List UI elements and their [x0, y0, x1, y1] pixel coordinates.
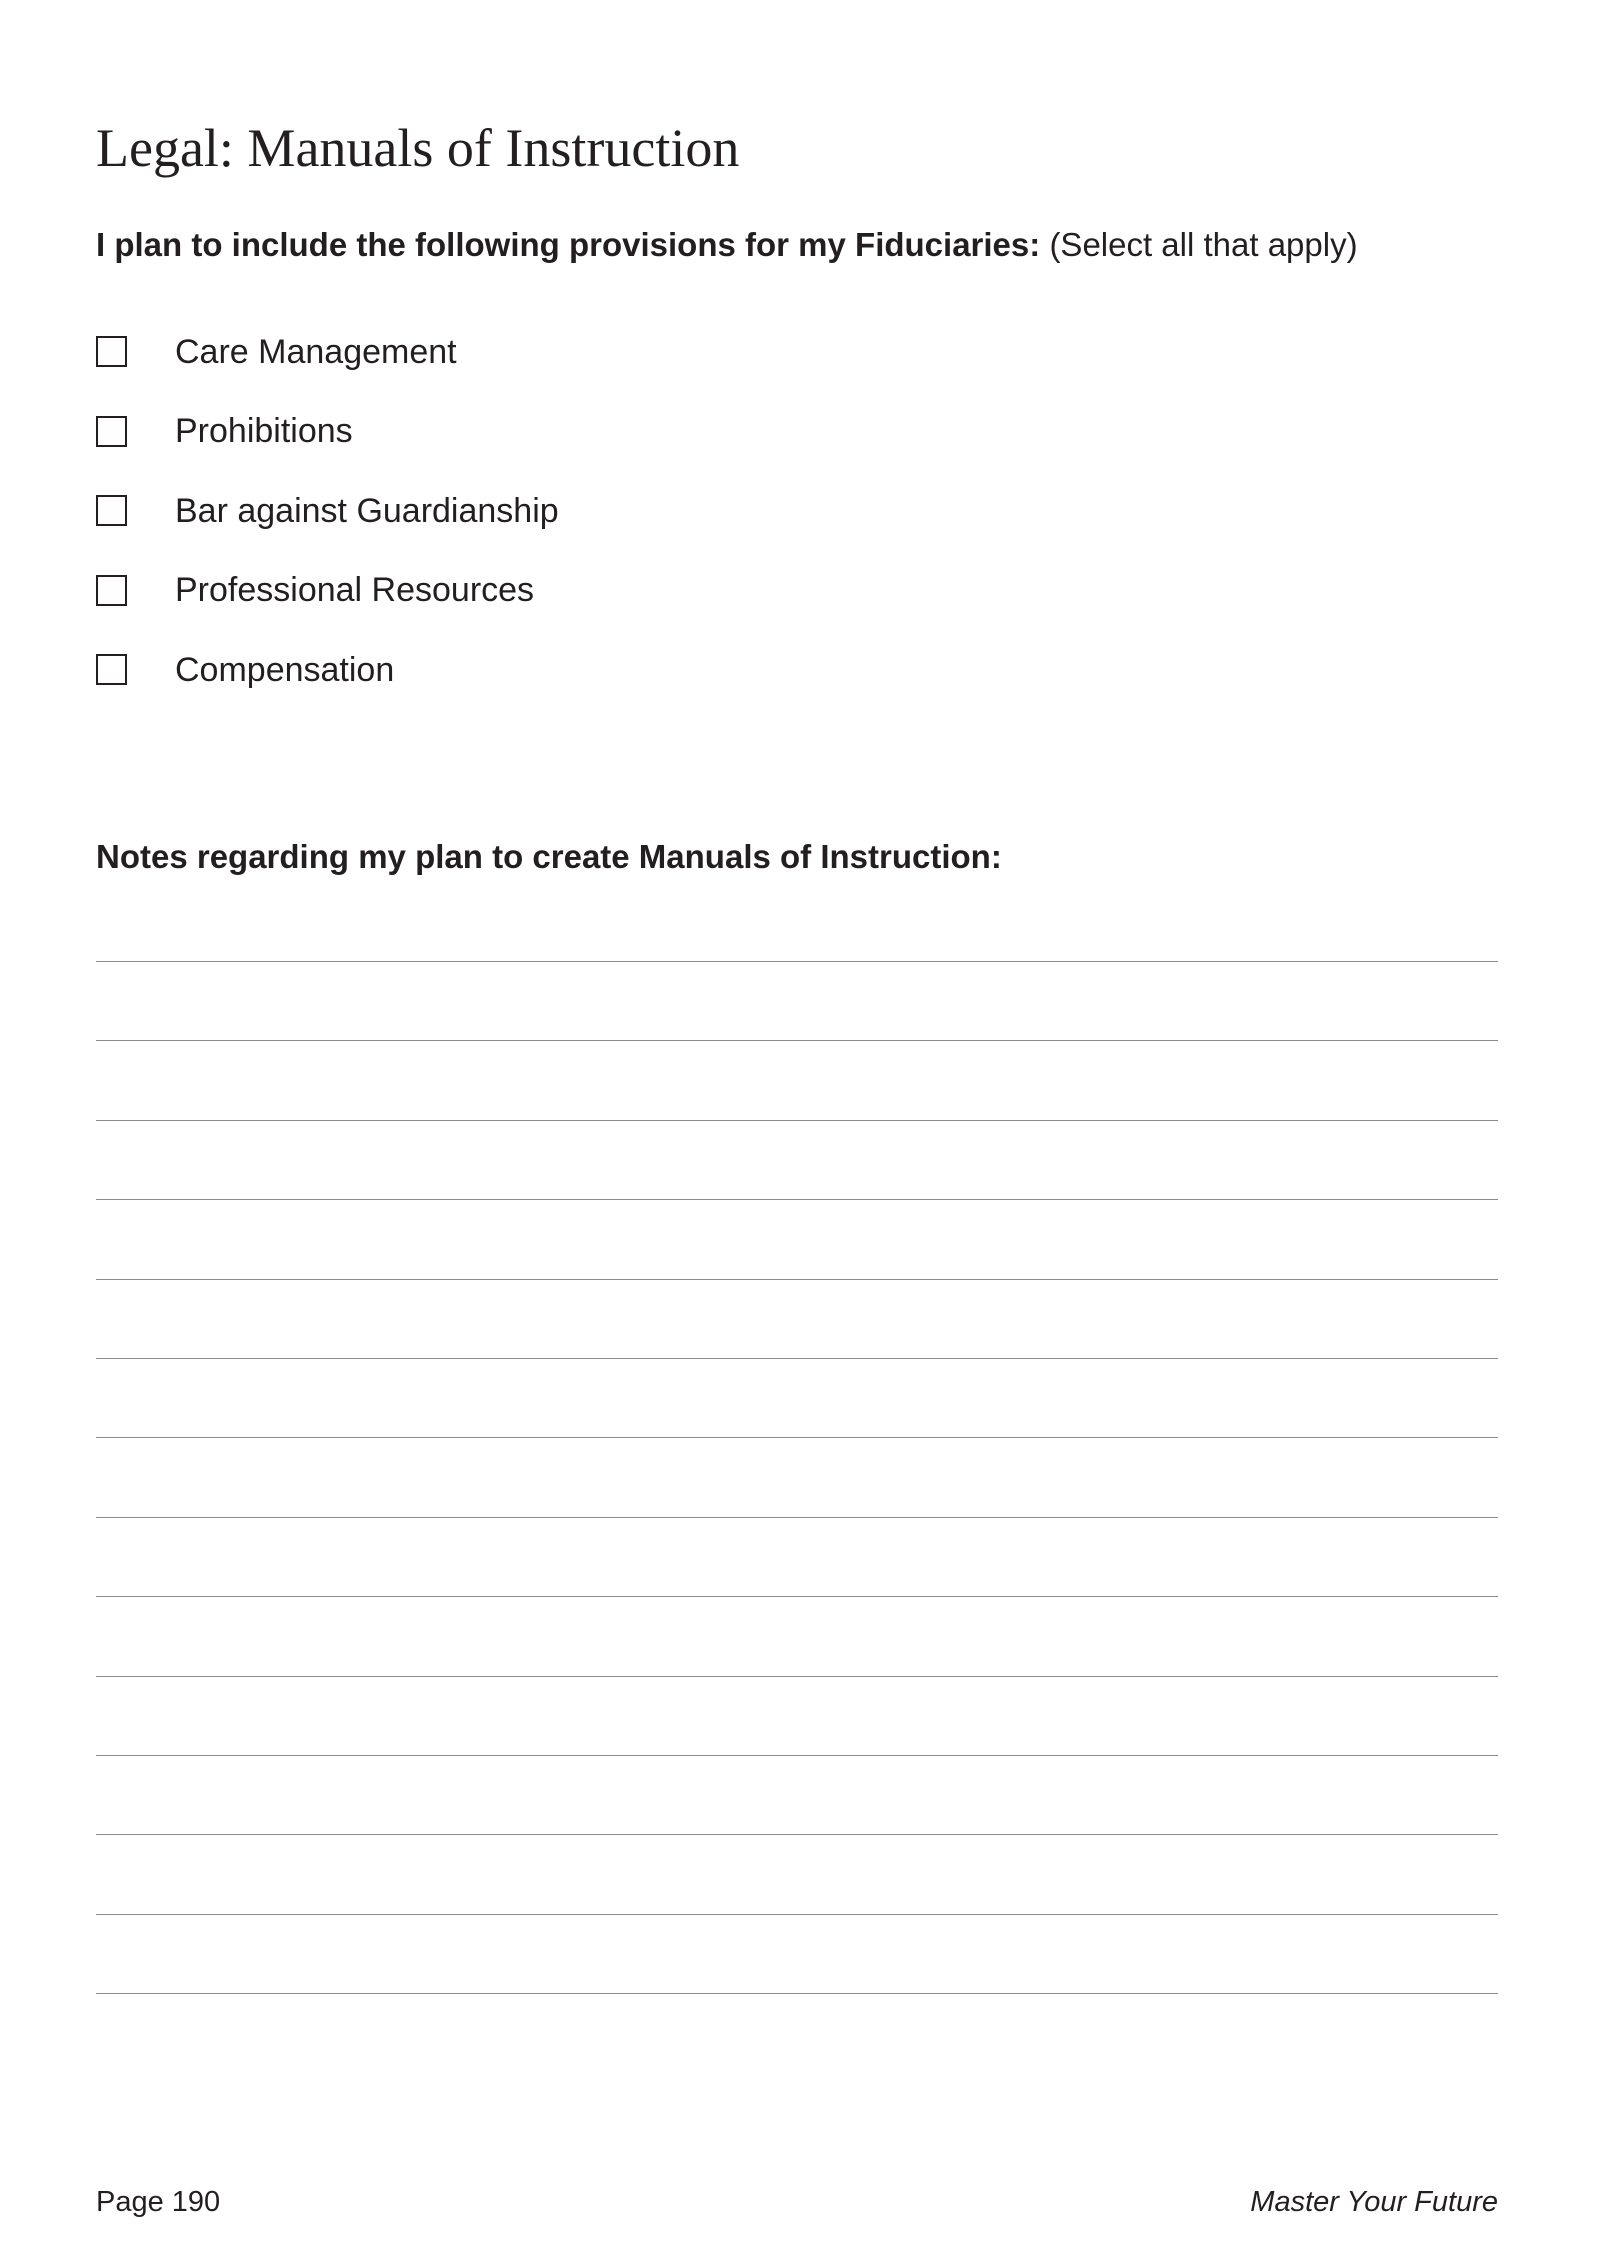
option-label: Compensation — [175, 650, 395, 689]
note-line[interactable] — [96, 1120, 1498, 1199]
option-prohibitions[interactable] — [96, 392, 559, 472]
option-label: Professional Resources — [175, 571, 535, 610]
note-line[interactable] — [96, 1993, 1498, 2072]
note-line[interactable] — [96, 1437, 1498, 1516]
provisions-question — [96, 222, 1358, 268]
provisions-checklist — [96, 312, 559, 710]
compensation-checkbox[interactable] — [96, 654, 127, 685]
option-label: Care Management — [175, 332, 457, 371]
option-care-management[interactable] — [96, 312, 559, 392]
note-line[interactable] — [96, 1755, 1498, 1834]
option-label: Bar against Guardianship — [175, 491, 559, 530]
option-label: Prohibitions — [175, 412, 353, 451]
note-line[interactable] — [96, 1596, 1498, 1675]
provisions-question-text: I plan to include the following provisions for my Fiduciaries: — [96, 226, 1041, 263]
notes-writing-area[interactable] — [96, 961, 1498, 2072]
book-title: Master Your Future — [1250, 2186, 1498, 2218]
note-line[interactable] — [96, 1040, 1498, 1119]
option-bar-against-guardianship[interactable] — [96, 471, 559, 551]
bar-against-guardianship-checkbox[interactable] — [96, 495, 127, 526]
note-line[interactable] — [96, 1914, 1498, 1993]
note-line[interactable] — [96, 961, 1498, 1040]
note-line[interactable] — [96, 1358, 1498, 1437]
note-line[interactable] — [96, 1517, 1498, 1596]
page-number: Page 190 — [96, 2186, 221, 2218]
note-line[interactable] — [96, 1676, 1498, 1755]
note-line[interactable] — [96, 1199, 1498, 1278]
prohibitions-checkbox[interactable] — [96, 416, 127, 447]
option-professional-resources[interactable] — [96, 551, 559, 631]
select-all-hint: (Select all that apply) — [1049, 226, 1358, 263]
option-compensation[interactable] — [96, 630, 559, 710]
professional-resources-checkbox[interactable] — [96, 575, 127, 606]
page-title: Legal: Manuals of Instruction — [96, 118, 740, 178]
notes-heading: Notes regarding my plan to create Manuals of Instruction: — [96, 838, 1002, 875]
note-line[interactable] — [96, 1834, 1498, 1913]
note-line[interactable] — [96, 1279, 1498, 1358]
care-management-checkbox[interactable] — [96, 336, 127, 367]
